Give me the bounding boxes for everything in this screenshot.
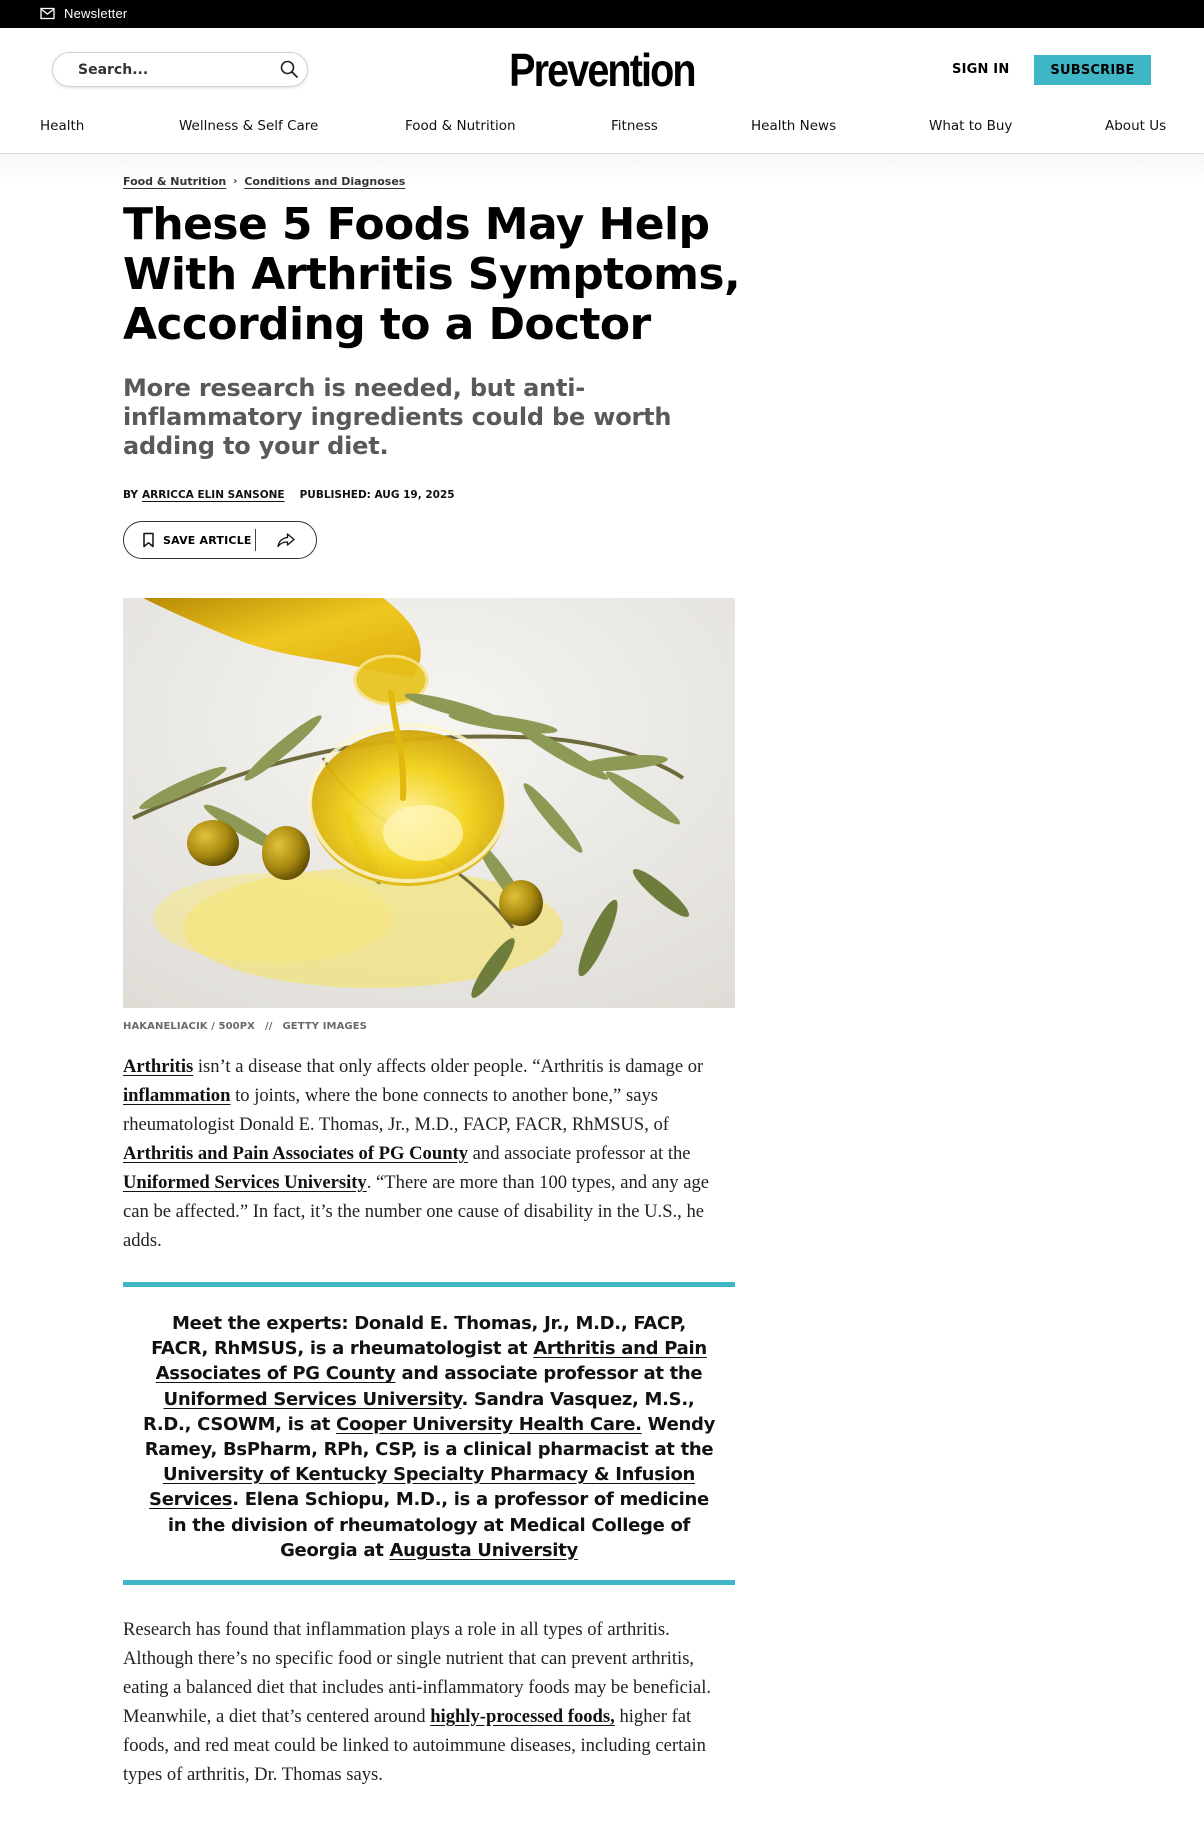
paragraph-1-text-a: isn’t a disease that only affects older people. “Arthritis is damage or <box>193 1056 704 1077</box>
save-article-button[interactable] <box>124 522 255 558</box>
olive-oil-illustration <box>123 598 735 1008</box>
envelope-icon <box>40 7 55 20</box>
experts-text-c: . Sandra Vasquez, M.S., R.D., CSOWM, is at <box>142 1388 695 1435</box>
nav-item-fitness[interactable]: Fitness <box>611 118 658 134</box>
credit-photographer: HAKANELIACIK / 500PX <box>123 1021 255 1032</box>
site-logo[interactable]: Prevention <box>509 44 695 96</box>
author-link[interactable]: ARRICCA ELIN SANSONE <box>142 489 285 501</box>
breadcrumb-current[interactable]: Conditions and Diagnoses <box>244 175 406 188</box>
sign-in-link[interactable]: SIGN IN <box>952 62 1010 77</box>
experts-link-cooper[interactable]: Cooper University Health Care. <box>336 1413 642 1435</box>
newsletter-link[interactable] <box>40 6 127 21</box>
paragraph-1-text-b: to joints, where the bone connects to another bone,” says rheumatologist Donald E. Thomas, Jr., M.D., FACP, FACR, RhMSUS, of <box>123 1085 669 1135</box>
experts-link-kentucky[interactable]: University of Kentucky Specialty Pharmacy & Infusion Services <box>149 1464 696 1511</box>
paragraph-1-text-d: . “There are more than 100 types, and any age can be affected.” In fact, it’s the number one cause of disability in the U.S., he adds. <box>123 1172 710 1251</box>
article-title: These 5 Foods May Help With Arthritis Symptoms, According to a Doctor <box>123 199 741 350</box>
experts-link-augusta[interactable]: Augusta University <box>389 1539 578 1561</box>
bookmark-icon <box>142 532 155 548</box>
meet-the-experts-box <box>123 1282 735 1585</box>
nav-item-wellness[interactable]: Wellness & Self Care <box>179 118 319 134</box>
link-arthritis[interactable]: Arthritis <box>123 1056 194 1077</box>
body-paragraph-2 <box>123 1615 737 1789</box>
nav-item-food-nutrition[interactable]: Food & Nutrition <box>405 118 516 134</box>
experts-link-arthritis-pain[interactable]: Arthritis and Pain Associates of PG County <box>155 1338 707 1385</box>
save-article-label: SAVE ARTICLE <box>163 533 252 547</box>
breadcrumb <box>123 175 405 188</box>
paragraph-2-text-b: higher fat foods, and red meat could be linked to autoimmune diseases, including certain types of arthritis, Dr. Thomas says. <box>123 1706 706 1785</box>
breadcrumb-parent[interactable]: Food & Nutrition <box>123 175 227 188</box>
experts-link-uniformed-services[interactable]: Uniformed Services University <box>163 1388 462 1410</box>
breadcrumb-separator: › <box>233 176 238 187</box>
hero-image <box>123 598 735 1008</box>
nav-item-health-news[interactable]: Health News <box>751 118 837 134</box>
published-date: PUBLISHED: AUG 19, 2025 <box>299 489 455 501</box>
paragraph-1-text-c: and associate professor at the <box>468 1143 691 1164</box>
share-icon <box>276 532 296 548</box>
nav-item-health[interactable]: Health <box>40 118 85 134</box>
experts-text-b: and associate professor at the <box>395 1363 703 1385</box>
experts-text <box>141 1311 717 1563</box>
main-nav <box>0 112 1204 140</box>
article-actions <box>123 521 317 559</box>
link-highly-processed-foods[interactable]: highly-processed foods, <box>430 1706 615 1727</box>
link-arthritis-pain-associates[interactable]: Arthritis and Pain Associates of PG County <box>123 1143 469 1164</box>
nav-item-what-to-buy[interactable]: What to Buy <box>929 118 1013 134</box>
experts-text-a: Meet the experts: Donald E. Thomas, Jr., M.D., FACP, FACR, RhMSUS, is a rheumatologist at <box>151 1313 686 1360</box>
image-credit <box>123 1021 367 1032</box>
article-dek: More research is needed, but anti-inflammatory ingredients could be worth adding to your diet. <box>123 374 672 460</box>
byline <box>123 489 455 501</box>
credit-separator: // <box>264 1021 273 1032</box>
paragraph-2-text-a: Research has found that inflammation plays a role in all types of arthritis. Although there’s no specific food or single nutrient that can prevent arthritis, eating a balanced diet that includes anti-inflammatory foods may be beneficial. Meanwhile, a diet that’s centered around <box>123 1619 712 1727</box>
credit-agency: GETTY IMAGES <box>282 1021 367 1032</box>
experts-text-d: Wendy Ramey, BsPharm, RPh, CSP, is a clinical pharmacist at the <box>144 1413 716 1461</box>
body-paragraph-1 <box>123 1052 737 1255</box>
byline-prefix: BY <box>123 489 139 501</box>
subscribe-button[interactable]: SUBSCRIBE <box>1034 55 1151 85</box>
experts-text-e: . Elena Schiopu, M.D., is a professor of medicine in the division of rheumatology at Medical College of Georgia at <box>167 1489 709 1561</box>
link-uniformed-services[interactable]: Uniformed Services University <box>123 1172 367 1193</box>
newsletter-label: Newsletter <box>64 6 128 21</box>
nav-item-about-us[interactable]: About Us <box>1105 118 1167 134</box>
link-inflammation[interactable]: inflammation <box>123 1085 231 1106</box>
top-bar <box>0 0 1204 28</box>
share-button[interactable] <box>256 522 316 558</box>
